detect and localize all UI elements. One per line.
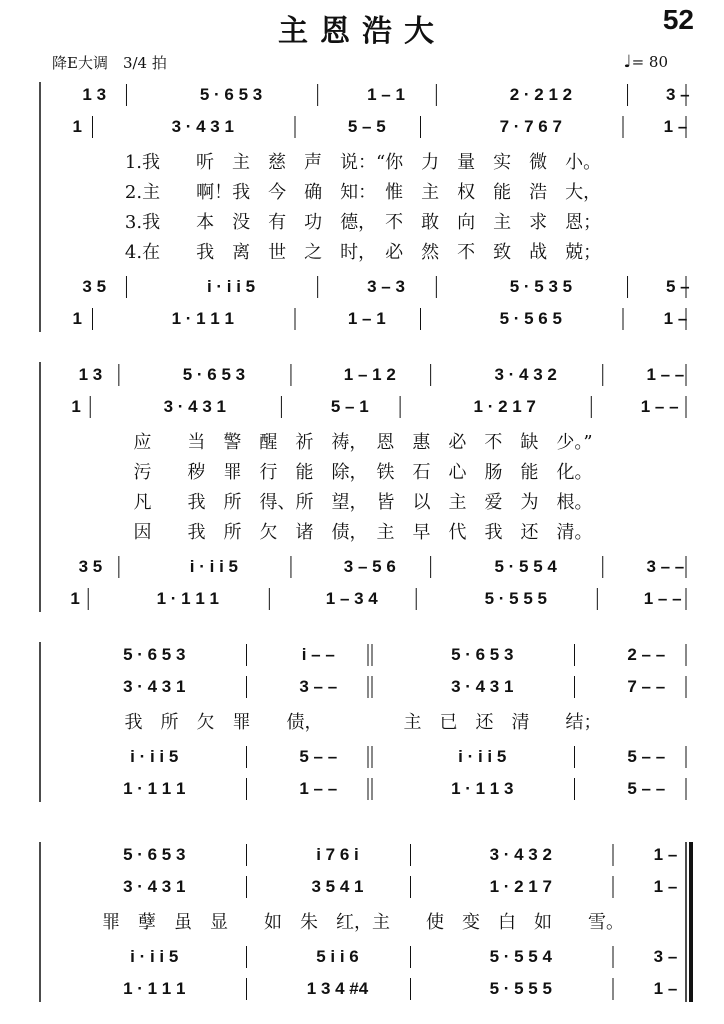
note-group: i · i i 5 (130, 747, 179, 766)
lyric-line: 污 秽 罪 行 能 除， 铁 石 心 肠 能 化。 (133, 462, 593, 483)
note-group: 1 – – (646, 365, 685, 384)
note-group: i – – (301, 645, 335, 664)
note-group: i · i i 5 (130, 947, 179, 966)
lyric-line: 2.主 啊！我 今 确 知： 惟 主 权 能 浩 大， (124, 182, 602, 203)
note-group: 5 · 5 5 4 (489, 947, 552, 966)
note-group: 1 – (653, 979, 678, 998)
note-group: 3 – – (299, 677, 338, 696)
note-group: 1 – 1 2 (343, 365, 396, 384)
note-group: 5 i i 6 (316, 947, 359, 966)
note-group: 5 · 5 3 5 (509, 277, 573, 296)
lyric-line: 1.我 听 主 慈 声 说：“你 力 量 实 微 小。 (124, 152, 602, 173)
note-group: 5 · 6 5 3 (182, 365, 246, 384)
note-group: 1 3 (82, 85, 107, 104)
note-group: 1 · 1 1 1 (156, 589, 219, 608)
note-group: 1 – (663, 309, 688, 328)
tempo-value: = 80 (631, 53, 668, 71)
lyric-line: 凡 我 所 得、所 望， 皆 以 主 爱 为 根。 (133, 492, 593, 513)
note-group: 3 – – (646, 557, 685, 576)
note-group: 5 – – (627, 779, 666, 798)
note-group: 3 · 4 3 1 (171, 117, 234, 136)
note-group: 7 · 7 6 7 (499, 117, 562, 136)
note-group: 5 – (665, 277, 690, 296)
note-group: 3 – (653, 947, 678, 966)
note-group: 3 – 3 (367, 277, 405, 296)
lyric-line: 3.我 本 没 有 功 德， 不 敢 向 主 求 恩； (124, 212, 602, 233)
page-title: 主恩浩大 (278, 14, 446, 49)
note-group: 5 – – (627, 747, 666, 766)
note-group: 1 – – (299, 779, 338, 798)
note-group: 1 – – (643, 589, 682, 608)
note-group: 1 – (653, 845, 678, 864)
lyric-line: 应 当 警 醒 祈 祷， 恩 惠 必 不 缺 少。” (133, 432, 593, 453)
note-group: 3 · 4 3 2 (489, 845, 552, 864)
note-group: 1 – 3 4 (325, 589, 378, 608)
note-group: 1 3 (78, 365, 103, 384)
note-group: 7 – – (627, 677, 666, 696)
note-group: 2 · 2 1 2 (509, 85, 573, 104)
note-group: 5 · 5 5 5 (489, 979, 552, 998)
note-group: 1 3 4 #4 (306, 979, 369, 998)
note-group: 1 – – (640, 397, 679, 416)
note-group: 3 · 4 3 1 (123, 877, 186, 896)
note-group: 1 (72, 117, 82, 136)
note-group: 5 · 6 5 3 (123, 845, 186, 864)
note-group: 2 – – (627, 645, 666, 664)
note-group: 5 · 6 5 3 (451, 645, 514, 664)
note-group: i 7 6 i (316, 845, 359, 864)
lyric-line: 罪 孽 虽 显 如 朱 红，主 使 变 白 如 雪。 (102, 912, 624, 933)
note-group: 5 – – (299, 747, 338, 766)
note-group: 3 5 (82, 277, 107, 296)
note-group: 1 – (663, 117, 688, 136)
note-group: 5 · 5 6 5 (499, 309, 562, 328)
note-group: 1 · 1 1 1 (123, 779, 186, 798)
note-group: 3 5 4 1 (311, 877, 364, 896)
note-group: 5 · 6 5 3 (199, 85, 263, 104)
note-group: i · i i 5 (206, 277, 256, 296)
note-group: 1 (72, 309, 82, 328)
lyric-line: 我 所 欠 罪 债， 主 已 还 清 结； (124, 712, 602, 733)
key-signature: 降E大调 3/4 拍 (52, 54, 167, 72)
note-group: i · i i 5 (189, 557, 238, 576)
note-group: 5 – 5 (347, 117, 386, 136)
page-number: 52 (662, 4, 694, 35)
quarter-note-icon: ♩ (623, 52, 632, 72)
note-group: 1 (71, 397, 81, 416)
note-group: 1 · 2 1 7 (489, 877, 552, 896)
note-group: 3 · 4 3 1 (123, 677, 186, 696)
note-group: 1 · 2 1 7 (473, 397, 536, 416)
note-group: 3 – (665, 85, 690, 104)
note-group: 1 (70, 589, 80, 608)
note-group: 5 – 1 (330, 397, 369, 416)
lyric-line: 因 我 所 欠 诸 债， 主 早 代 我 还 清。 (133, 522, 593, 543)
note-group: 5 · 6 5 3 (123, 645, 186, 664)
note-group: 1 · 1 1 1 (123, 979, 186, 998)
note-group: 1 · 1 1 3 (451, 779, 514, 798)
note-group: i · i i 5 (458, 747, 507, 766)
note-group: 3 – 5 6 (343, 557, 396, 576)
note-group: 1 · 1 1 1 (171, 309, 234, 328)
note-group: 5 · 5 5 5 (484, 589, 547, 608)
note-group: 3 · 4 3 1 (163, 397, 227, 416)
note-group: 3 5 (78, 557, 103, 576)
note-group: 1 – (653, 877, 678, 896)
note-group: 5 · 5 5 4 (494, 557, 557, 576)
note-group: 3 · 4 3 1 (451, 677, 514, 696)
lyric-line: 4.在 我 离 世 之 时， 必 然 不 致 战 兢； (124, 242, 602, 263)
note-group: 1 – 1 (367, 85, 405, 104)
note-group: 1 – 1 (347, 309, 386, 328)
note-group: 3 · 4 3 2 (494, 365, 557, 384)
